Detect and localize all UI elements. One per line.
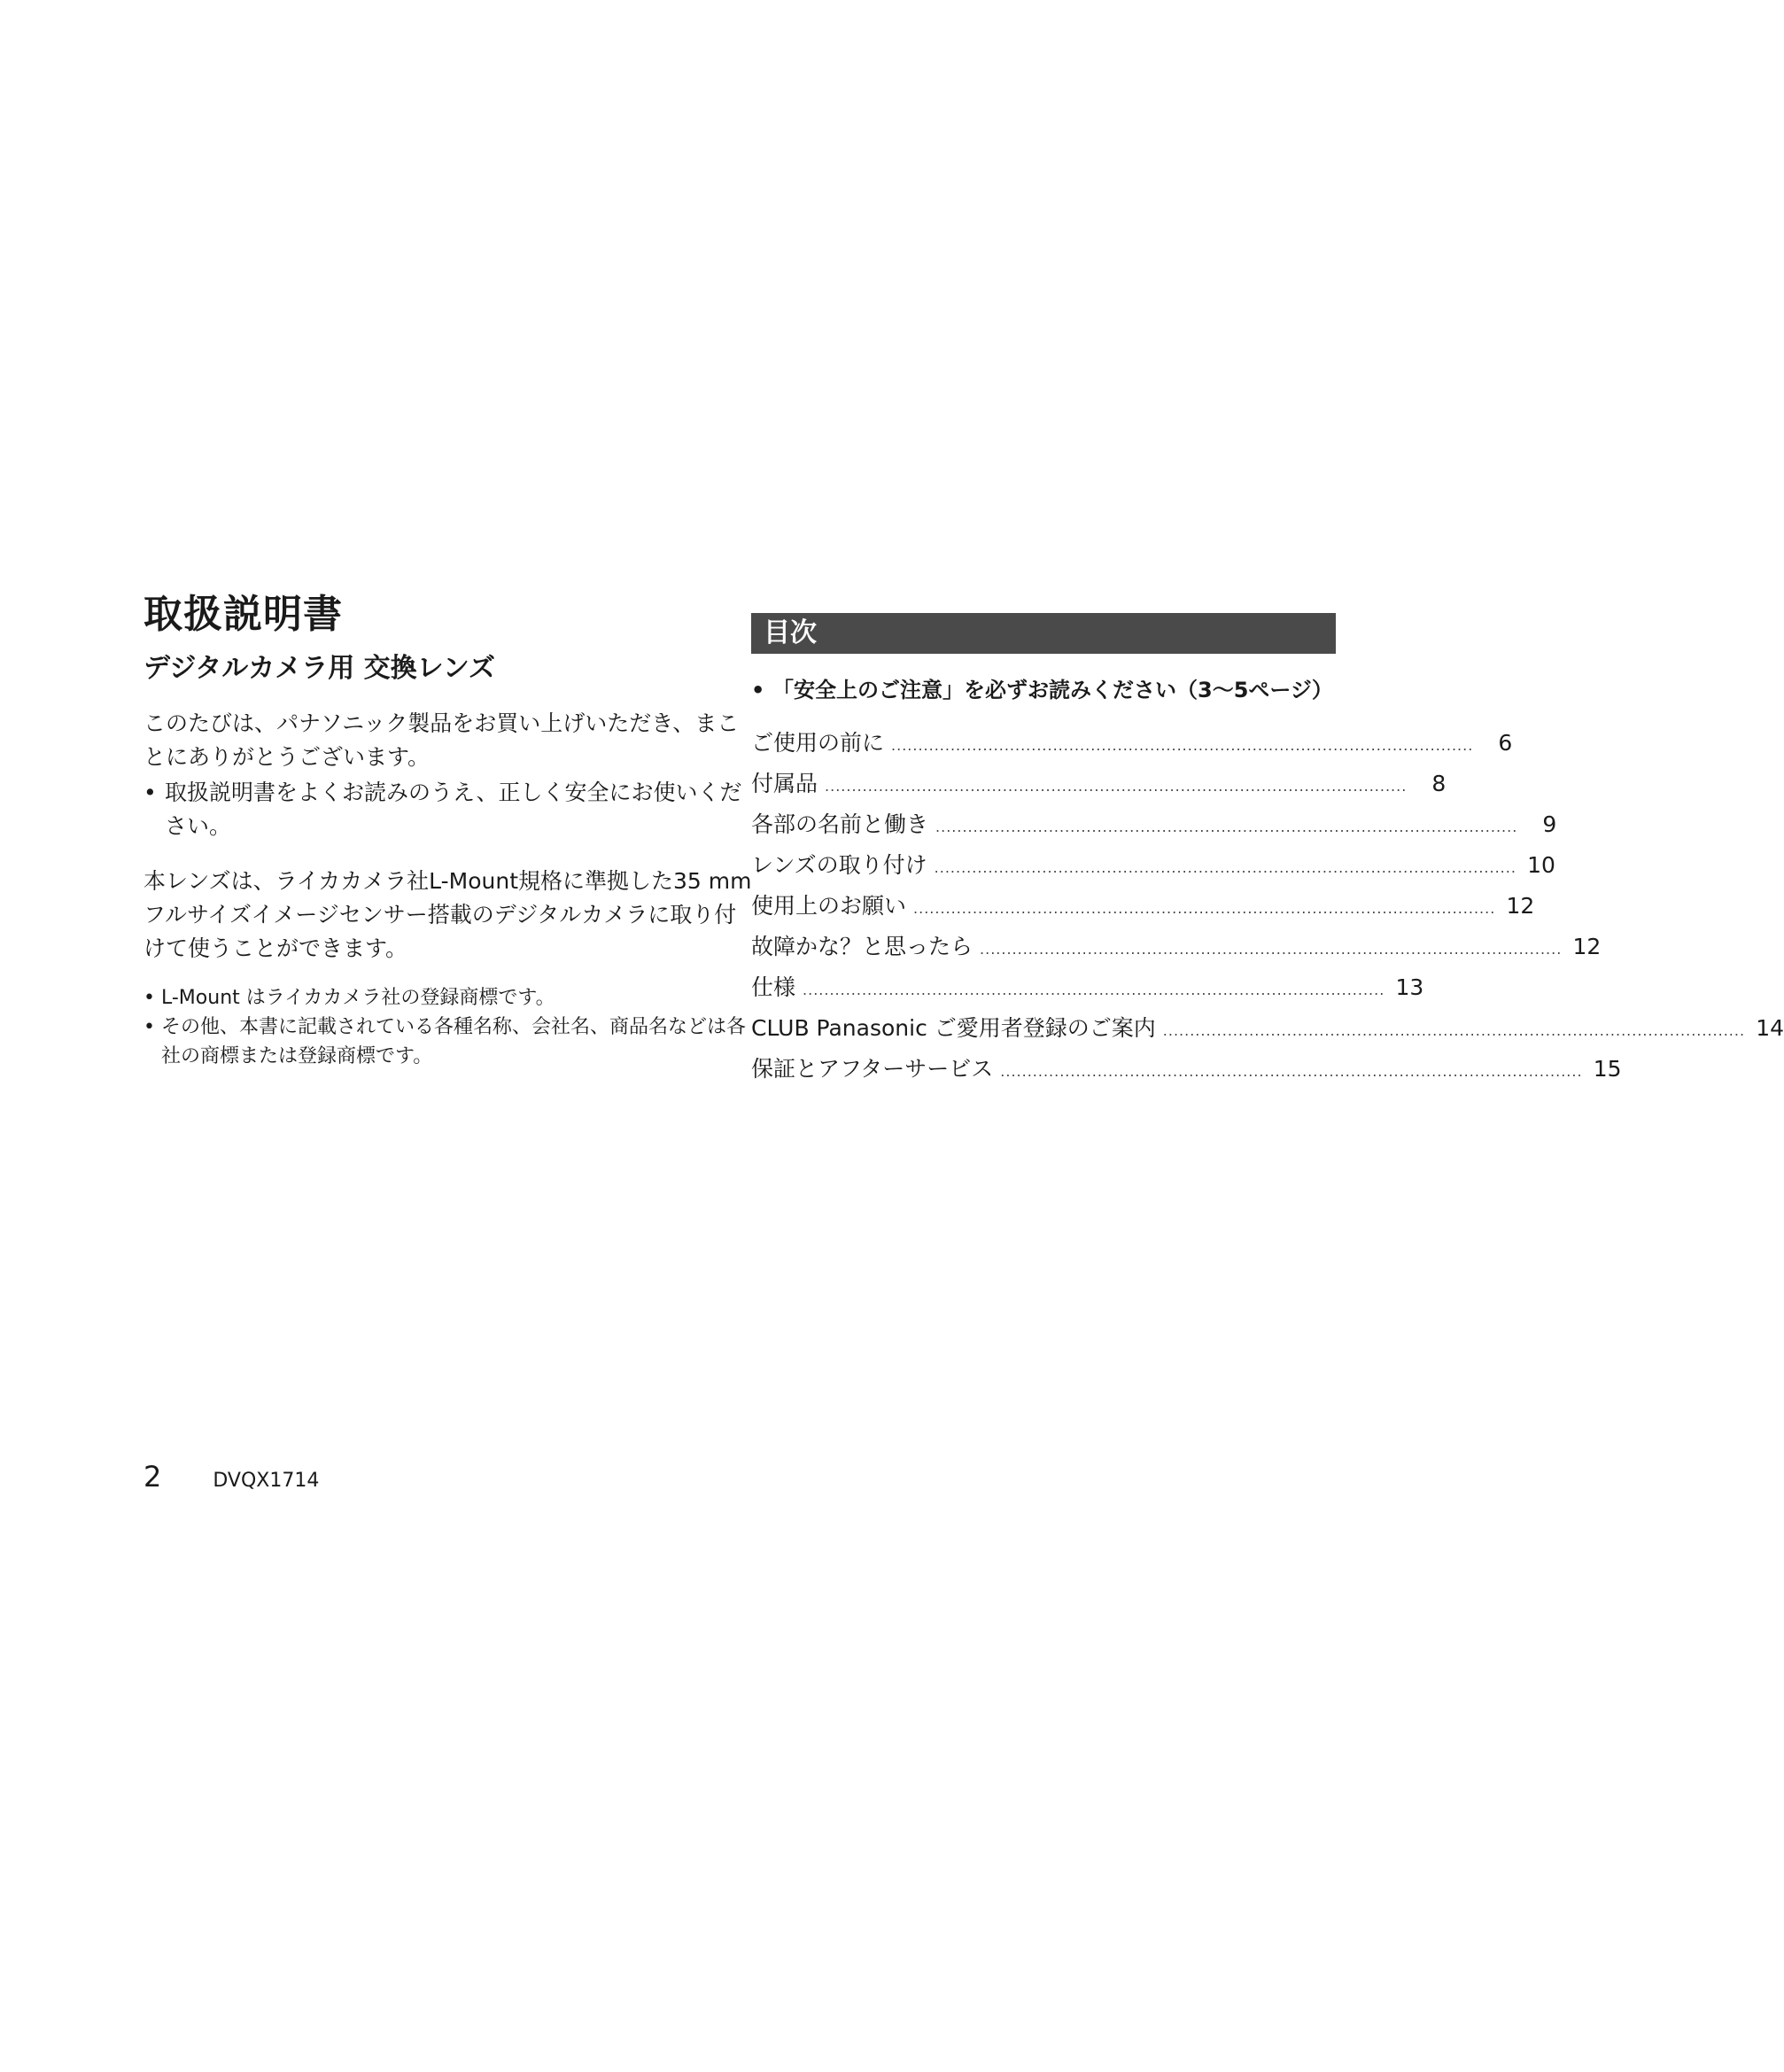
toc-item-page: 9 (1542, 811, 1557, 837)
toc-leader: ............................................................................................................ (934, 859, 1516, 876)
document-title: 取扱説明書 (143, 592, 343, 637)
toc-leader: ............................................................................................................ (1162, 1022, 1746, 1039)
safety-notice-text: 「安全上のご注意」を必ずお読みください（3〜5ページ） (772, 678, 1333, 702)
note-item (143, 1013, 755, 1071)
toc-item[interactable] (751, 845, 1555, 886)
toc-item[interactable] (751, 723, 1513, 764)
bullet-icon: • (143, 1015, 155, 1038)
toc-column (751, 613, 1784, 1090)
toc-header: 目次 (751, 613, 1336, 654)
bullet-icon: • (143, 779, 157, 805)
toc-item[interactable] (751, 927, 1602, 967)
toc-item[interactable] (751, 1049, 1622, 1090)
toc-list (751, 723, 1784, 1090)
toc-item-page: 8 (1431, 771, 1447, 796)
toc-item-label: 仕様 (751, 974, 796, 1000)
toc-item-label: 各部の名前と働き (751, 811, 929, 837)
toc-item-page: 12 (1506, 893, 1535, 919)
toc-item-label: 故障かな？と思ったら (751, 934, 973, 959)
toc-item-label: 付属品 (751, 771, 818, 796)
toc-item[interactable] (751, 886, 1535, 927)
toc-item-page: 15 (1593, 1056, 1622, 1082)
bullet-icon: • (751, 678, 765, 702)
toc-item-page: 6 (1498, 730, 1513, 756)
toc-leader: ............................................................................................................ (980, 941, 1563, 958)
intro-bullet-list (143, 776, 755, 843)
page-footer (143, 1460, 319, 1494)
toc-item[interactable] (751, 804, 1557, 845)
toc-item-label: 使用上のお願い (751, 893, 907, 919)
toc-item-label: CLUB Panasonic ご愛用者登録のご案内 (751, 1015, 1156, 1041)
toc-leader: ............................................................................................................ (891, 737, 1474, 754)
bullet-icon: • (143, 986, 155, 1009)
safety-notice (751, 673, 1336, 707)
toc-leader: ............................................................................................................ (1000, 1063, 1583, 1080)
toc-leader: ............................................................................................................ (803, 982, 1385, 998)
intro-bullet-text: 取扱説明書をよくお読みのうえ、正しく安全にお使いください。 (165, 779, 742, 839)
document-code: DVQX1714 (213, 1470, 320, 1492)
toc-item[interactable] (751, 967, 1424, 1008)
intro-bullet (143, 776, 755, 843)
toc-item[interactable] (751, 764, 1447, 804)
toc-item-page: 10 (1527, 852, 1555, 878)
note-text: L-Mount はライカカメラ社の登録商標です。 (161, 986, 555, 1009)
trademark-notes (143, 983, 755, 1071)
toc-leader: ............................................................................................................ (825, 778, 1408, 795)
note-text: その他、本書に記載されている各種名称、会社名、商品名などは各社の商標または登録商標です。 (161, 1015, 747, 1067)
toc-item-page: 13 (1395, 974, 1424, 1000)
toc-leader: ............................................................................................................ (913, 900, 1496, 917)
toc-item-page: 14 (1756, 1015, 1784, 1041)
toc-item-label: レンズの取り付け (751, 852, 927, 878)
toc-item-label: 保証とアフターサービス (751, 1056, 994, 1082)
toc-item-page: 12 (1572, 934, 1602, 959)
toc-item-label: ご使用の前に (751, 730, 885, 756)
lens-description: 本レンズは、ライカカメラ社L-Mount規格に準拠した35 mm フルサイズイメージセンサー搭載のデジタルカメラに取り付けて使うことができます。 (143, 867, 752, 961)
intro-text: このたびは、パナソニック製品をお買い上げいただき、まことにありがとうございます。 (143, 710, 740, 770)
toc-leader: ............................................................................................................ (935, 819, 1518, 835)
toc-item[interactable] (751, 1008, 1784, 1049)
document-subtitle: デジタルカメラ用 交換レンズ (143, 652, 495, 684)
intro-column (143, 592, 755, 1071)
note-item (143, 983, 755, 1013)
page-number: 2 (143, 1460, 162, 1494)
